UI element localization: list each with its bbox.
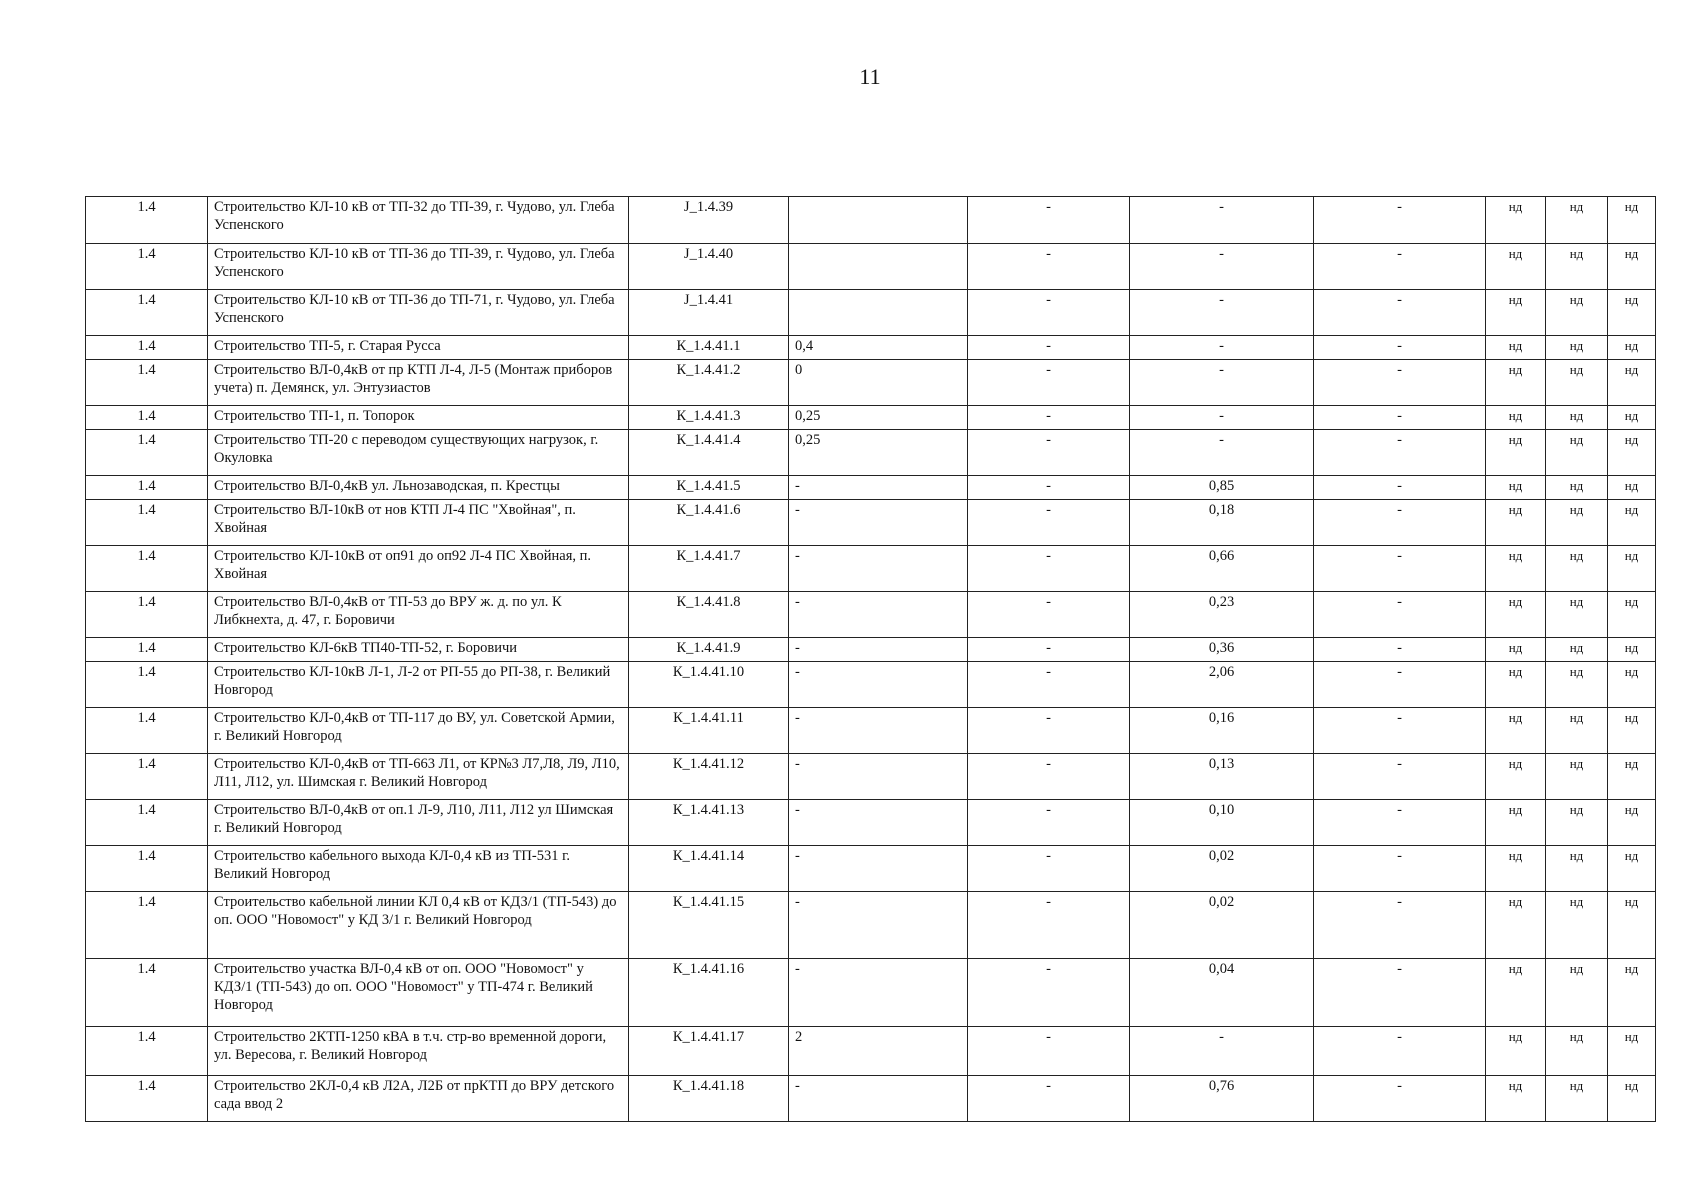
project-code-cell: J_1.4.41 xyxy=(629,290,789,336)
table-row xyxy=(86,406,1656,430)
value-3-cell: 0,18 xyxy=(1130,500,1314,546)
table-row xyxy=(86,846,1656,892)
table-row xyxy=(86,708,1656,754)
nd-2-cell: нд xyxy=(1546,197,1608,244)
value-4-cell: - xyxy=(1314,406,1486,430)
value-3-cell: 0,04 xyxy=(1130,959,1314,1027)
table-row xyxy=(86,638,1656,662)
value-2-cell: - xyxy=(968,846,1130,892)
table-row xyxy=(86,1027,1656,1076)
object-name-cell: Строительство ВЛ-0,4кВ от ТП-53 до ВРУ ж. д. по ул. К Либкнехта, д. 47, г. Боровичи xyxy=(208,592,629,638)
value-4-cell: - xyxy=(1314,360,1486,406)
table-row xyxy=(86,959,1656,1027)
nd-2-cell: нд xyxy=(1546,336,1608,360)
nd-1-cell: нд xyxy=(1486,197,1546,244)
project-code-cell: К_1.4.41.16 xyxy=(629,959,789,1027)
object-name-cell: Строительство ВЛ-0,4кВ ул. Льнозаводская, п. Крестцы xyxy=(208,476,629,500)
nd-3-cell: нд xyxy=(1608,476,1656,500)
nd-3-cell: нд xyxy=(1608,638,1656,662)
value-4-cell: - xyxy=(1314,1076,1486,1122)
object-name-cell: Строительство ТП-5, г. Старая Русса xyxy=(208,336,629,360)
value-3-cell: - xyxy=(1130,244,1314,290)
object-name-cell: Строительство КЛ-10 кВ от ТП-32 до ТП-39, г. Чудово, ул. Глеба Успенского xyxy=(208,197,629,244)
value-2-cell: - xyxy=(968,476,1130,500)
value-4-cell: - xyxy=(1314,800,1486,846)
row-number-cell: 1.4 xyxy=(86,500,208,546)
object-name-cell: Строительство КЛ-10 кВ от ТП-36 до ТП-39, г. Чудово, ул. Глеба Успенского xyxy=(208,244,629,290)
nd-3-cell: нд xyxy=(1608,546,1656,592)
value-4-cell: - xyxy=(1314,592,1486,638)
object-name-cell: Строительство ВЛ-0,4кВ от оп.1 Л-9, Л10, Л11, Л12 ул Шимская г. Великий Новгород xyxy=(208,800,629,846)
value-2-cell: - xyxy=(968,592,1130,638)
table-row xyxy=(86,892,1656,959)
project-code-cell: К_1.4.41.10 xyxy=(629,662,789,708)
object-name-cell: Строительство 2КЛ-0,4 кВ Л2А, Л2Б от прКТП до ВРУ детского сада ввод 2 xyxy=(208,1076,629,1122)
value-1-cell: 0,4 xyxy=(789,336,968,360)
table-row xyxy=(86,244,1656,290)
value-2-cell: - xyxy=(968,662,1130,708)
value-2-cell: - xyxy=(968,892,1130,959)
value-1-cell: 0 xyxy=(789,360,968,406)
object-name-cell: Строительство КЛ-10 кВ от ТП-36 до ТП-71, г. Чудово, ул. Глеба Успенского xyxy=(208,290,629,336)
table-row xyxy=(86,476,1656,500)
project-code-cell: К_1.4.41.6 xyxy=(629,500,789,546)
value-2-cell: - xyxy=(968,1076,1130,1122)
value-4-cell: - xyxy=(1314,959,1486,1027)
project-code-cell: К_1.4.41.18 xyxy=(629,1076,789,1122)
project-code-cell: К_1.4.41.13 xyxy=(629,800,789,846)
nd-1-cell: нд xyxy=(1486,846,1546,892)
row-number-cell: 1.4 xyxy=(86,1027,208,1076)
nd-1-cell: нд xyxy=(1486,662,1546,708)
project-code-cell: К_1.4.41.7 xyxy=(629,546,789,592)
object-name-cell: Строительство ВЛ-0,4кВ от пр КТП Л-4, Л-5 (Монтаж приборов учета) п. Демянск, ул. Энтузиастов xyxy=(208,360,629,406)
nd-1-cell: нд xyxy=(1486,244,1546,290)
nd-3-cell: нд xyxy=(1608,1027,1656,1076)
nd-1-cell: нд xyxy=(1486,800,1546,846)
row-number-cell: 1.4 xyxy=(86,430,208,476)
nd-2-cell: нд xyxy=(1546,754,1608,800)
table-body xyxy=(86,197,1656,1122)
value-3-cell: 0,02 xyxy=(1130,892,1314,959)
nd-3-cell: нд xyxy=(1608,592,1656,638)
nd-3-cell: нд xyxy=(1608,244,1656,290)
nd-1-cell: нд xyxy=(1486,1027,1546,1076)
nd-2-cell: нд xyxy=(1546,662,1608,708)
value-1-cell: - xyxy=(789,638,968,662)
project-code-cell: К_1.4.41.4 xyxy=(629,430,789,476)
nd-2-cell: нд xyxy=(1546,500,1608,546)
row-number-cell: 1.4 xyxy=(86,959,208,1027)
row-number-cell: 1.4 xyxy=(86,800,208,846)
value-3-cell: - xyxy=(1130,336,1314,360)
table-row xyxy=(86,662,1656,708)
nd-3-cell: нд xyxy=(1608,662,1656,708)
value-3-cell: - xyxy=(1130,290,1314,336)
table-row xyxy=(86,290,1656,336)
value-3-cell: 2,06 xyxy=(1130,662,1314,708)
nd-1-cell: нд xyxy=(1486,500,1546,546)
value-1-cell: - xyxy=(789,546,968,592)
object-name-cell: Строительство КЛ-6кВ ТП40-ТП-52, г. Боровичи xyxy=(208,638,629,662)
row-number-cell: 1.4 xyxy=(86,476,208,500)
project-code-cell: К_1.4.41.8 xyxy=(629,592,789,638)
row-number-cell: 1.4 xyxy=(86,546,208,592)
project-code-cell: К_1.4.41.12 xyxy=(629,754,789,800)
value-4-cell: - xyxy=(1314,336,1486,360)
value-2-cell: - xyxy=(968,360,1130,406)
table-row xyxy=(86,197,1656,244)
value-1-cell xyxy=(789,197,968,244)
value-3-cell: 0,10 xyxy=(1130,800,1314,846)
value-3-cell: 0,85 xyxy=(1130,476,1314,500)
nd-1-cell: нд xyxy=(1486,754,1546,800)
value-4-cell: - xyxy=(1314,244,1486,290)
nd-1-cell: нд xyxy=(1486,546,1546,592)
nd-3-cell: нд xyxy=(1608,892,1656,959)
value-2-cell: - xyxy=(968,638,1130,662)
nd-3-cell: нд xyxy=(1608,959,1656,1027)
nd-1-cell: нд xyxy=(1486,336,1546,360)
project-code-cell: J_1.4.39 xyxy=(629,197,789,244)
nd-2-cell: нд xyxy=(1546,708,1608,754)
project-code-cell: К_1.4.41.1 xyxy=(629,336,789,360)
value-4-cell: - xyxy=(1314,754,1486,800)
value-1-cell: - xyxy=(789,476,968,500)
value-2-cell: - xyxy=(968,754,1130,800)
value-1-cell xyxy=(789,290,968,336)
nd-2-cell: нд xyxy=(1546,546,1608,592)
page-number: 11 xyxy=(859,64,881,89)
value-2-cell: - xyxy=(968,197,1130,244)
value-2-cell: - xyxy=(968,546,1130,592)
nd-3-cell: нд xyxy=(1608,336,1656,360)
value-1-cell: 0,25 xyxy=(789,430,968,476)
nd-2-cell: нд xyxy=(1546,476,1608,500)
value-1-cell: - xyxy=(789,708,968,754)
value-2-cell: - xyxy=(968,290,1130,336)
row-number-cell: 1.4 xyxy=(86,290,208,336)
object-name-cell: Строительство КЛ-10кВ Л-1, Л-2 от РП-55 до РП-38, г. Великий Новгород xyxy=(208,662,629,708)
value-3-cell: 0,76 xyxy=(1130,1076,1314,1122)
object-name-cell: Строительство КЛ-0,4кВ от ТП-663 Л1, от КР№3 Л7,Л8, Л9, Л10, Л11, Л12, ул. Шимская г. Великий Новгород xyxy=(208,754,629,800)
nd-3-cell: нд xyxy=(1608,500,1656,546)
table-row xyxy=(86,546,1656,592)
nd-3-cell: нд xyxy=(1608,406,1656,430)
value-3-cell: 0,36 xyxy=(1130,638,1314,662)
nd-3-cell: нд xyxy=(1608,360,1656,406)
table-row xyxy=(86,500,1656,546)
value-4-cell: - xyxy=(1314,708,1486,754)
row-number-cell: 1.4 xyxy=(86,592,208,638)
table-row xyxy=(86,336,1656,360)
value-2-cell: - xyxy=(968,430,1130,476)
nd-2-cell: нд xyxy=(1546,1027,1608,1076)
value-4-cell: - xyxy=(1314,500,1486,546)
table-row xyxy=(86,592,1656,638)
nd-2-cell: нд xyxy=(1546,244,1608,290)
value-4-cell: - xyxy=(1314,476,1486,500)
object-name-cell: Строительство кабельной линии КЛ 0,4 кВ от КДЗ/1 (ТП-543) до оп. ООО "Новомост" у КД 3/1 г. Великий Новгород xyxy=(208,892,629,959)
value-3-cell: 0,02 xyxy=(1130,846,1314,892)
nd-1-cell: нд xyxy=(1486,476,1546,500)
nd-2-cell: нд xyxy=(1546,290,1608,336)
value-4-cell: - xyxy=(1314,846,1486,892)
nd-1-cell: нд xyxy=(1486,708,1546,754)
value-2-cell: - xyxy=(968,1027,1130,1076)
value-4-cell: - xyxy=(1314,430,1486,476)
nd-3-cell: нд xyxy=(1608,754,1656,800)
row-number-cell: 1.4 xyxy=(86,892,208,959)
row-number-cell: 1.4 xyxy=(86,1076,208,1122)
value-1-cell: - xyxy=(789,754,968,800)
nd-2-cell: нд xyxy=(1546,846,1608,892)
nd-1-cell: нд xyxy=(1486,592,1546,638)
row-number-cell: 1.4 xyxy=(86,662,208,708)
value-2-cell: - xyxy=(968,244,1130,290)
value-1-cell: - xyxy=(789,959,968,1027)
object-name-cell: Строительство КЛ-10кВ от оп91 до оп92 Л-4 ПС Хвойная, п. Хвойная xyxy=(208,546,629,592)
value-4-cell: - xyxy=(1314,290,1486,336)
nd-2-cell: нд xyxy=(1546,360,1608,406)
row-number-cell: 1.4 xyxy=(86,197,208,244)
table-row xyxy=(86,360,1656,406)
value-4-cell: - xyxy=(1314,197,1486,244)
nd-2-cell: нд xyxy=(1546,892,1608,959)
value-1-cell xyxy=(789,244,968,290)
value-1-cell: - xyxy=(789,500,968,546)
value-4-cell: - xyxy=(1314,1027,1486,1076)
row-number-cell: 1.4 xyxy=(86,360,208,406)
nd-1-cell: нд xyxy=(1486,638,1546,662)
nd-3-cell: нд xyxy=(1608,1076,1656,1122)
value-1-cell: - xyxy=(789,892,968,959)
nd-1-cell: нд xyxy=(1486,1076,1546,1122)
value-1-cell: 0,25 xyxy=(789,406,968,430)
nd-2-cell: нд xyxy=(1546,406,1608,430)
value-2-cell: - xyxy=(968,406,1130,430)
table-row xyxy=(86,800,1656,846)
object-name-cell: Строительство КЛ-0,4кВ от ТП-117 до ВУ, ул. Советской Армии, г. Великий Новгород xyxy=(208,708,629,754)
row-number-cell: 1.4 xyxy=(86,846,208,892)
object-name-cell: Строительство 2КТП-1250 кВА в т.ч. стр-во временной дороги, ул. Вересова, г. Великий Новгород xyxy=(208,1027,629,1076)
value-3-cell: 0,13 xyxy=(1130,754,1314,800)
project-code-cell: К_1.4.41.3 xyxy=(629,406,789,430)
table-row xyxy=(86,1076,1656,1122)
nd-2-cell: нд xyxy=(1546,959,1608,1027)
value-4-cell: - xyxy=(1314,892,1486,959)
value-3-cell: - xyxy=(1130,360,1314,406)
object-name-cell: Строительство ТП-1, п. Топорок xyxy=(208,406,629,430)
value-4-cell: - xyxy=(1314,638,1486,662)
object-name-cell: Строительство ВЛ-10кВ от нов КТП Л-4 ПС "Хвойная", п. Хвойная xyxy=(208,500,629,546)
value-2-cell: - xyxy=(968,708,1130,754)
nd-3-cell: нд xyxy=(1608,290,1656,336)
row-number-cell: 1.4 xyxy=(86,336,208,360)
value-3-cell: - xyxy=(1130,430,1314,476)
nd-2-cell: нд xyxy=(1546,592,1608,638)
project-code-cell: К_1.4.41.9 xyxy=(629,638,789,662)
nd-3-cell: нд xyxy=(1608,708,1656,754)
project-code-cell: К_1.4.41.14 xyxy=(629,846,789,892)
object-name-cell: Строительство участка ВЛ-0,4 кВ от оп. ООО "Новомост" у КДЗ/1 (ТП-543) до оп. ООО "Новомост" у ТП-474 г. Великий Новгород xyxy=(208,959,629,1027)
nd-2-cell: нд xyxy=(1546,638,1608,662)
value-3-cell: - xyxy=(1130,1027,1314,1076)
value-1-cell: - xyxy=(789,662,968,708)
nd-3-cell: нд xyxy=(1608,846,1656,892)
project-code-cell: К_1.4.41.5 xyxy=(629,476,789,500)
value-2-cell: - xyxy=(968,336,1130,360)
row-number-cell: 1.4 xyxy=(86,406,208,430)
value-1-cell: - xyxy=(789,846,968,892)
nd-1-cell: нд xyxy=(1486,430,1546,476)
value-3-cell: - xyxy=(1130,197,1314,244)
row-number-cell: 1.4 xyxy=(86,244,208,290)
value-4-cell: - xyxy=(1314,662,1486,708)
nd-1-cell: нд xyxy=(1486,406,1546,430)
nd-3-cell: нд xyxy=(1608,197,1656,244)
nd-3-cell: нд xyxy=(1608,430,1656,476)
row-number-cell: 1.4 xyxy=(86,638,208,662)
value-1-cell: - xyxy=(789,1076,968,1122)
value-3-cell: 0,16 xyxy=(1130,708,1314,754)
project-code-cell: К_1.4.41.11 xyxy=(629,708,789,754)
value-3-cell: 0,66 xyxy=(1130,546,1314,592)
project-code-cell: К_1.4.41.2 xyxy=(629,360,789,406)
nd-1-cell: нд xyxy=(1486,290,1546,336)
row-number-cell: 1.4 xyxy=(86,708,208,754)
nd-3-cell: нд xyxy=(1608,800,1656,846)
nd-2-cell: нд xyxy=(1546,800,1608,846)
nd-1-cell: нд xyxy=(1486,892,1546,959)
nd-1-cell: нд xyxy=(1486,360,1546,406)
investment-table xyxy=(85,196,1656,1122)
value-1-cell: 2 xyxy=(789,1027,968,1076)
table-row xyxy=(86,430,1656,476)
value-3-cell: - xyxy=(1130,406,1314,430)
project-code-cell: К_1.4.41.17 xyxy=(629,1027,789,1076)
table-row xyxy=(86,754,1656,800)
row-number-cell: 1.4 xyxy=(86,754,208,800)
project-code-cell: К_1.4.41.15 xyxy=(629,892,789,959)
nd-1-cell: нд xyxy=(1486,959,1546,1027)
value-2-cell: - xyxy=(968,500,1130,546)
nd-2-cell: нд xyxy=(1546,430,1608,476)
nd-2-cell: нд xyxy=(1546,1076,1608,1122)
value-4-cell: - xyxy=(1314,546,1486,592)
value-3-cell: 0,23 xyxy=(1130,592,1314,638)
value-2-cell: - xyxy=(968,959,1130,1027)
value-1-cell: - xyxy=(789,592,968,638)
project-code-cell: J_1.4.40 xyxy=(629,244,789,290)
object-name-cell: Строительство кабельного выхода КЛ-0,4 кВ из ТП-531 г. Великий Новгород xyxy=(208,846,629,892)
value-1-cell: - xyxy=(789,800,968,846)
value-2-cell: - xyxy=(968,800,1130,846)
object-name-cell: Строительство ТП-20 с переводом существующих нагрузок, г. Окуловка xyxy=(208,430,629,476)
